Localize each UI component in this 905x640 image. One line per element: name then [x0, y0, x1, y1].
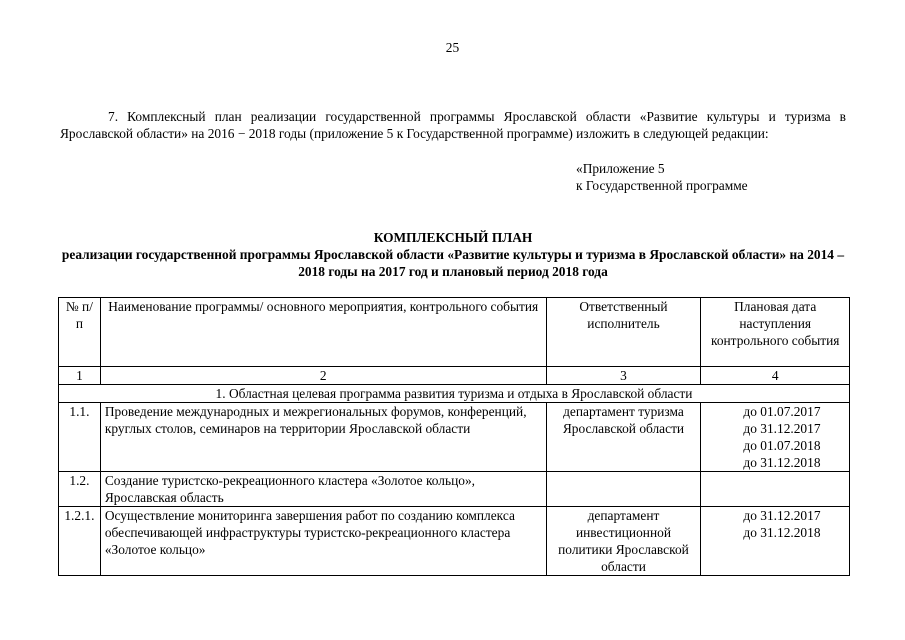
header-date: Плановая дата наступления контрольного события: [701, 298, 850, 367]
table-row: [59, 472, 850, 507]
row-dates: [701, 507, 850, 576]
page-number: 25: [445, 40, 460, 55]
row-date: до 31.12.2017: [743, 508, 821, 523]
row-date: до 01.07.2018: [743, 438, 821, 453]
plan-title: [60, 229, 846, 280]
section-row: [59, 385, 850, 403]
intro-paragraph: 7. Комплексный план реализации государственной программы Ярославской области «Развитие культуры и туризма в Ярославской области» на 2016 − 2018 годы (приложение 5 к Государственной программе) изложить в следующей редакции:: [60, 109, 846, 141]
header-number: № п/п: [59, 298, 101, 367]
row-date: до 31.12.2017: [743, 421, 821, 436]
row-dates: [701, 403, 850, 472]
row-executor: департамент туризма Ярославской области: [546, 403, 701, 472]
column-number: 1: [59, 367, 101, 385]
plan-title-main: КОМПЛЕКСНЫЙ ПЛАН: [373, 230, 533, 245]
header-name: Наименование программы/ основного мероприятия, контрольного события: [100, 298, 546, 367]
row-dates: [701, 472, 850, 507]
header-executor: Ответственный исполнитель: [546, 298, 701, 367]
table-row: [59, 403, 850, 472]
table-row: [59, 507, 850, 576]
row-executor: [546, 472, 701, 507]
plan-title-subtitle: реализации государственной программы Ярославской области «Развитие культуры и туризма в Ярославской области» на 2014 – 2018 годы на 2017 год и плановый период 2018 года: [61, 247, 845, 279]
row-date: до 31.12.2018: [743, 455, 821, 470]
column-number-row: [59, 367, 850, 385]
row-name: Осуществление мониторинга завершения работ по созданию комплекса обеспечивающей инфраструктуры туристско-рекреационного кластера «Золотое кольцо»: [100, 507, 546, 576]
row-number: 1.2.: [59, 472, 101, 507]
appendix-reference: [576, 160, 748, 194]
row-name: Проведение международных и межрегиональных форумов, конференций, круглых столов, семинаров на территории Ярославской области: [100, 403, 546, 472]
row-number: 1.1.: [59, 403, 101, 472]
column-number: 3: [546, 367, 701, 385]
appendix-line-1: «Приложение 5: [576, 161, 665, 176]
section-title: 1. Областная целевая программа развития туризма и отдыха в Ярославской области: [59, 385, 850, 403]
row-date: до 01.07.2017: [743, 404, 821, 419]
column-number: 4: [701, 367, 850, 385]
row-executor: департамент инвестиционной политики Ярославской области: [546, 507, 701, 576]
row-date: до 31.12.2018: [743, 525, 821, 540]
plan-table: [58, 297, 850, 576]
table-header-row: [59, 298, 850, 367]
column-number: 2: [100, 367, 546, 385]
appendix-line-2: к Государственной программе: [576, 178, 748, 193]
row-name: Создание туристско-рекреационного кластера «Золотое кольцо», Ярославская область: [100, 472, 546, 507]
row-number: 1.2.1.: [59, 507, 101, 576]
